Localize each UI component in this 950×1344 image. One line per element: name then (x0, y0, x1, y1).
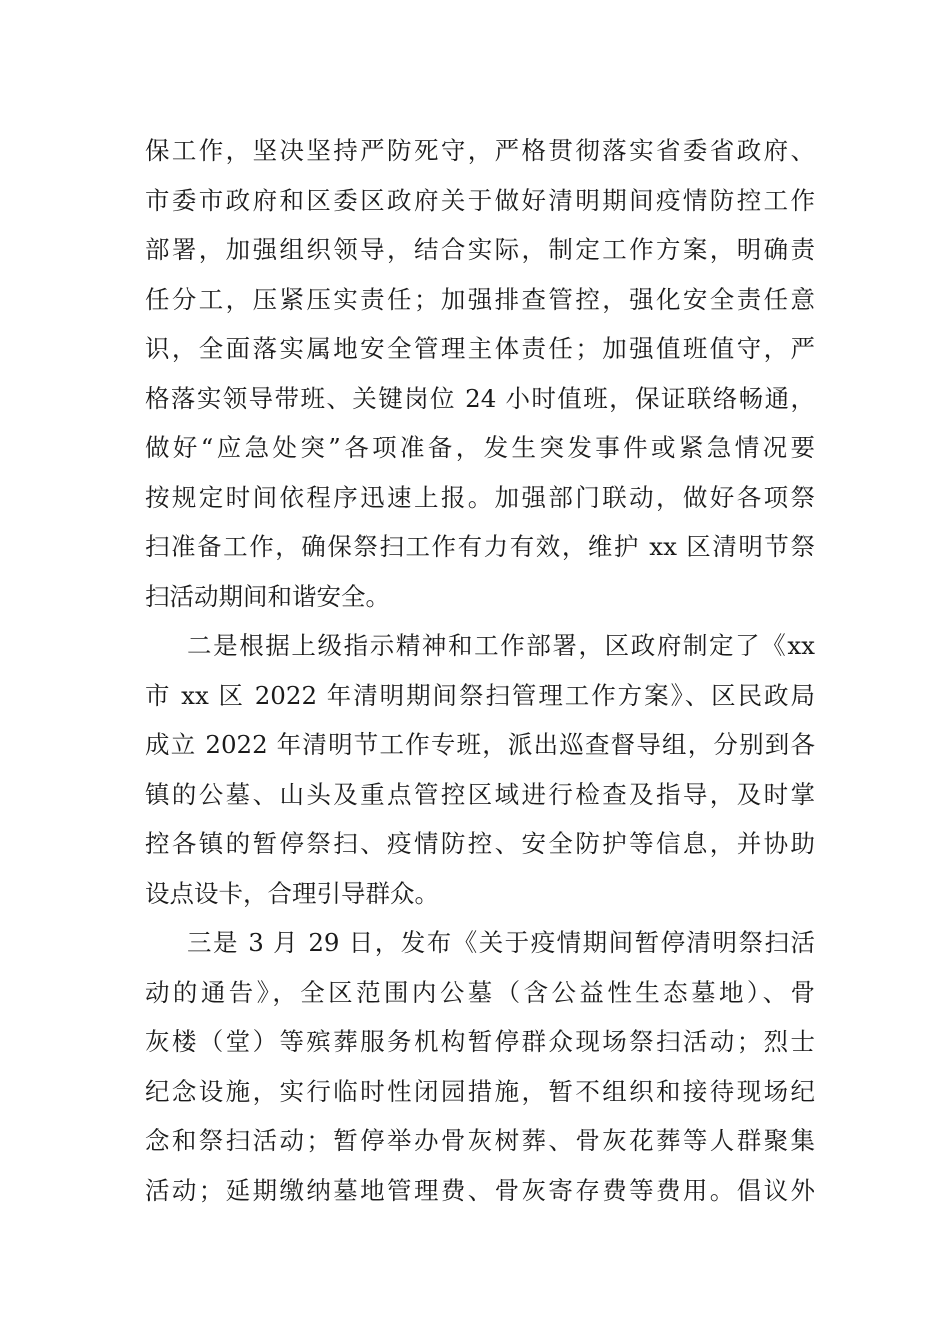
text-line: 灰楼（堂）等殡葬服务机构暂停群众现场祭扫活动；烈士 (145, 1027, 815, 1056)
text-line: 成立 2022 年清明节工作专班，派出巡查督导组，分别到各 (145, 730, 815, 759)
text-line: 纪念设施，实行临时性闭园措施，暂不组织和接待现场纪 (145, 1076, 815, 1106)
text-line: 三是 3 月 29 日，发布《关于疫情期间暂停清明祭扫活 (187, 928, 815, 957)
text-line: 控各镇的暂停祭扫、疫情防控、安全防护等信息，并协助 (145, 829, 815, 858)
text-line: 二是根据上级指示精神和工作部署，区政府制定了《xx (187, 631, 815, 660)
text-line: 市 xx 区 2022 年清明期间祭扫管理工作方案》、区民政局 (145, 680, 815, 710)
paragraph-3 (145, 918, 815, 1215)
text-line: 设点设卡，合理引导群众。 (145, 878, 439, 908)
text-line: 部署，加强组织领导，结合实际，制定工作方案，明确责 (145, 235, 815, 264)
text-line: 格落实领导带班、关键岗位 24 小时值班，保证联络畅通， (145, 383, 815, 413)
text-line: 念和祭扫活动；暂停举办骨灰树葬、骨灰花葬等人群聚集 (145, 1126, 815, 1155)
text-line: 保工作，坚决坚持严防死守，严格贯彻落实省委省政府、 (145, 136, 815, 165)
text-line: 做好“应急处突”各项准备，发生突发事件或紧急情况要 (145, 433, 815, 462)
text-line: 动的通告》，全区范围内公墓（含公益性生态墓地）、骨 (145, 977, 815, 1007)
text-line: 镇的公墓、山头及重点管控区域进行检查及指导，及时掌 (145, 779, 815, 809)
text-line: 扫准备工作，确保祭扫工作有力有效，维护 xx 区清明节祭 (145, 532, 815, 561)
paragraph-1 (145, 126, 815, 621)
text-line: 识，全面落实属地安全管理主体责任；加强值班值守，严 (145, 334, 815, 363)
text-line: 任分工，压紧压实责任；加强排查管控，强化安全责任意 (145, 284, 815, 314)
text-line: 扫活动期间和谐安全。 (145, 581, 390, 611)
text-line: 市委市政府和区委区政府关于做好清明期间疫情防控工作 (145, 185, 815, 215)
paragraph-2 (145, 621, 815, 918)
document-body (145, 126, 815, 1215)
text-line: 活动；延期缴纳墓地管理费、骨灰寄存费等费用。倡议外 (145, 1175, 815, 1205)
text-line: 按规定时间依程序迅速上报。加强部门联动，做好各项祭 (145, 482, 815, 512)
